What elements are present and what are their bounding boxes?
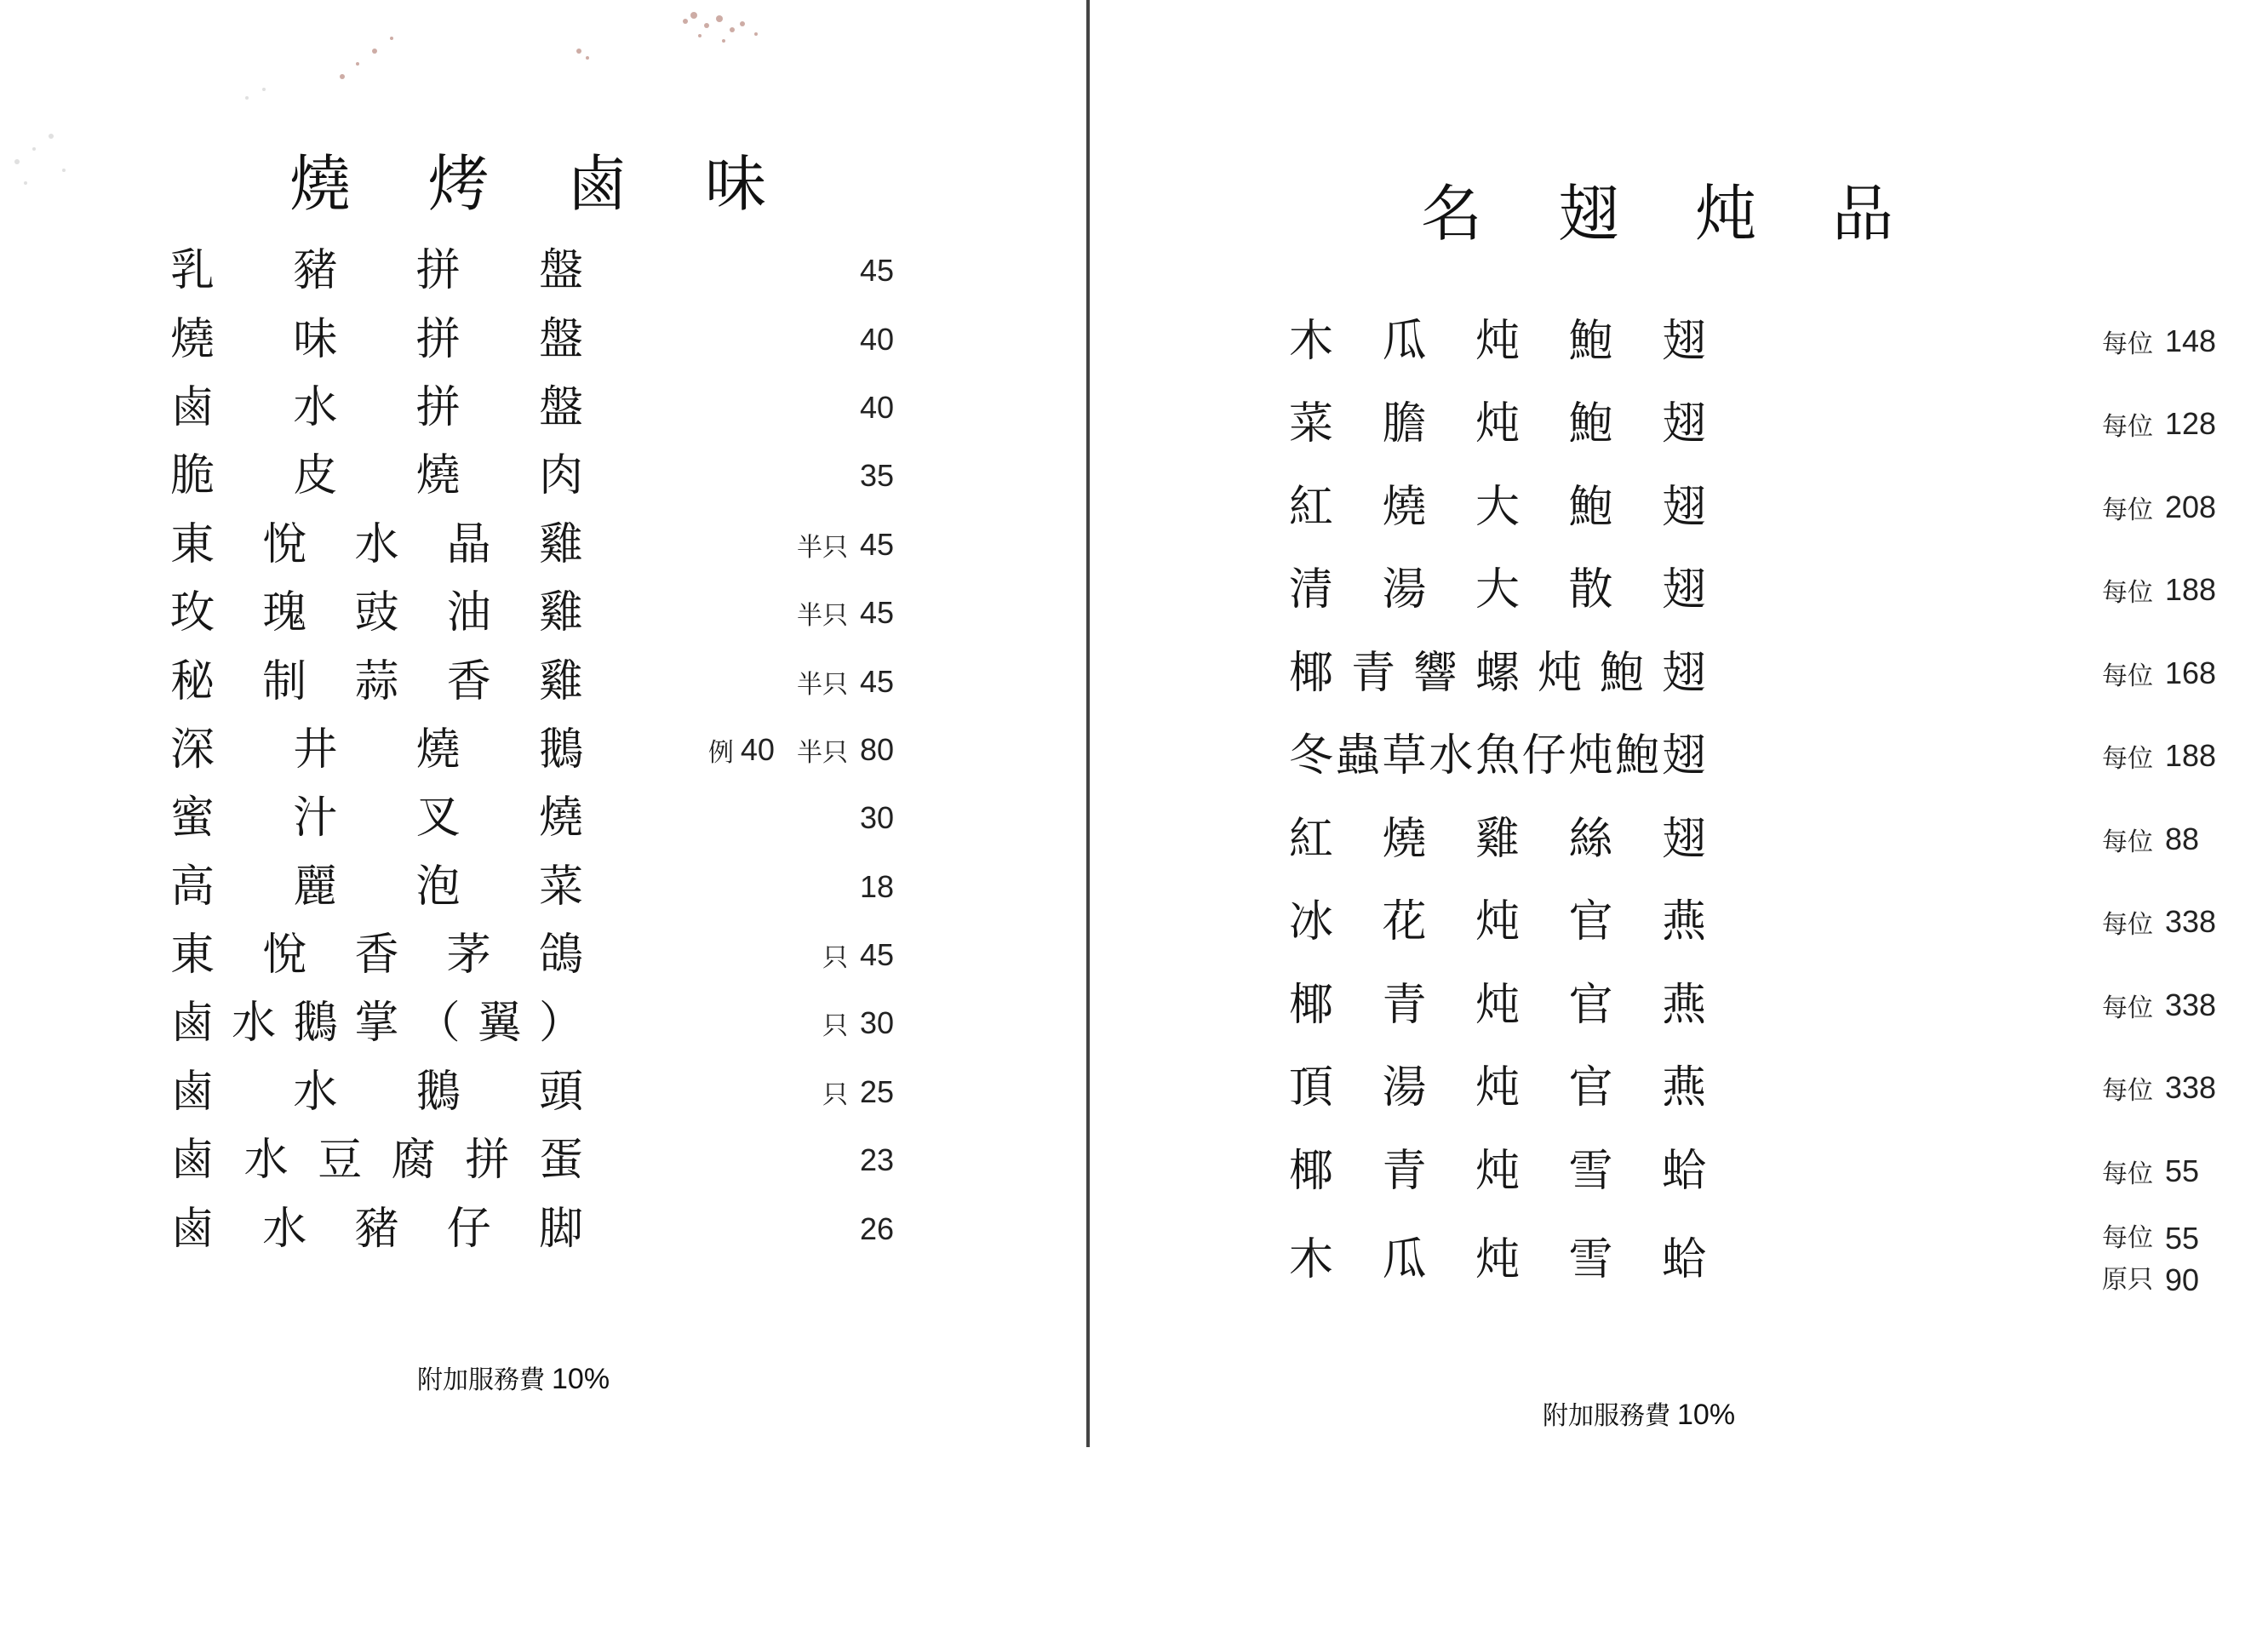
dish-name: [1289, 647, 1706, 699]
dish-name: [170, 861, 583, 913]
dish-name-char: 燒: [538, 793, 583, 844]
dish-name: [1289, 1145, 1706, 1197]
unit-label: 每位: [2102, 1076, 2153, 1107]
dish-name-char: 井: [293, 724, 338, 775]
dish-name-char: 高: [170, 861, 215, 913]
price-box: [2102, 1153, 2219, 1190]
dish-name-char: 鹵: [170, 1066, 215, 1118]
dish-name-char: 官: [1568, 1062, 1613, 1114]
dish-name-char: 燒: [170, 313, 215, 365]
dish-name-char: 雞: [1475, 813, 1520, 865]
dish-name-char: 鹵: [170, 1135, 215, 1187]
dish-name-char: 秘: [170, 655, 215, 707]
price-box: [860, 1142, 894, 1178]
right-page-title: [1421, 178, 1893, 249]
menu-item: [170, 716, 894, 784]
dish-name-char: 皮: [293, 450, 338, 502]
dish-name-char: 晶: [446, 518, 491, 570]
dish-name: [1289, 813, 1706, 865]
price-value: 40: [859, 389, 894, 425]
dish-name-char: 冬: [1289, 730, 1334, 782]
dish-name-char: 悅: [262, 518, 307, 570]
dish-name-char: 鵝: [293, 998, 338, 1050]
price-value: 168: [2165, 655, 2217, 690]
dish-name-char: 茅: [446, 930, 491, 981]
menu-item: [1289, 1047, 2268, 1130]
dish-name-char: ）: [538, 998, 583, 1050]
portion-label: 例: [707, 737, 734, 768]
dish-name-char: 炖: [1475, 315, 1520, 367]
dish-name-char: 拼: [415, 313, 461, 365]
dish-name-char: 鹵: [170, 1203, 215, 1255]
price-box: [860, 458, 894, 494]
dish-name-char: 官: [1568, 896, 1613, 948]
dish-name: [1289, 564, 1706, 616]
dish-name-char: 蛤: [1661, 1145, 1706, 1197]
menu-item: [1289, 383, 2268, 466]
dish-name-char: 翅: [1661, 481, 1706, 533]
dish-name-char: 仔: [1521, 730, 1566, 782]
dish-name-char: 翅: [1661, 398, 1706, 450]
price-box: [860, 800, 894, 836]
dish-name-char: 燒: [1382, 481, 1427, 533]
title-char: 鹵: [566, 148, 628, 220]
dish-name-char: 椰: [1289, 647, 1334, 699]
dish-name: [170, 724, 583, 775]
dish-name-char: 腐: [391, 1135, 436, 1187]
dish-name: [170, 245, 583, 297]
dish-name-char: 炖: [1537, 647, 1582, 699]
dish-name: [170, 587, 583, 639]
dish-name-char: 螺: [1475, 647, 1520, 699]
price-box: [2102, 405, 2219, 443]
dish-name-char: 花: [1382, 896, 1427, 948]
price-value: 148: [2165, 323, 2217, 358]
dish-name-char: 味: [293, 313, 338, 365]
price-value: 338: [2165, 1070, 2217, 1106]
dish-name-char: 水: [232, 998, 277, 1050]
dish-name-char: 燕: [1661, 1062, 1706, 1114]
dish-name: [1289, 398, 1706, 450]
price-value: 25: [859, 1073, 894, 1109]
price-value: 338: [2165, 904, 2217, 940]
dish-name-char: 冰: [1289, 896, 1334, 948]
dish-name-char: 鮑: [1568, 398, 1613, 450]
dish-name-char: 翅: [1661, 730, 1706, 782]
menu-item: [170, 921, 894, 989]
dish-name-char: 水: [354, 518, 399, 570]
price-box: [2102, 655, 2219, 692]
service-charge-label: 附加服務費: [1543, 1401, 1670, 1431]
dish-name-char: 燒: [415, 450, 461, 502]
price-box: [2102, 1218, 2219, 1301]
dish-name-char: 拼: [415, 381, 461, 433]
dish-name-char: 盤: [538, 245, 583, 297]
menu-item: [170, 647, 894, 715]
menu-item: [1289, 964, 2268, 1047]
price-box: [797, 663, 894, 701]
dish-name-char: 麗: [293, 861, 338, 913]
price-box: [2102, 323, 2219, 360]
price-box: [822, 936, 894, 974]
price-line: [2102, 1218, 2219, 1260]
menu-item: [170, 237, 894, 305]
menu-item: [1289, 300, 2268, 383]
dish-name-char: （: [415, 998, 461, 1050]
dish-name-char: 蛤: [1661, 1233, 1706, 1285]
dish-name: [1289, 315, 1706, 367]
dish-name-char: 香: [354, 930, 399, 981]
price-value: 18: [859, 868, 894, 904]
dish-name-char: 深: [170, 724, 215, 775]
price-stack: [2102, 1218, 2219, 1301]
dish-name-char: 泡: [415, 861, 461, 913]
menu-item: [1289, 632, 2268, 715]
portion-price: [708, 731, 775, 769]
dish-name-char: 鮑: [1615, 730, 1660, 782]
unit-label: 半只: [796, 601, 848, 632]
price-box: [2102, 821, 2219, 858]
price-box: [797, 526, 894, 564]
price-box: [797, 594, 894, 632]
unit-label: 每位: [2102, 1222, 2153, 1253]
title-char: 味: [704, 148, 766, 220]
dish-name-char: 瓜: [1382, 315, 1427, 367]
price-value: 30: [859, 1005, 894, 1041]
dish-name-char: 燕: [1661, 896, 1706, 948]
price-box: [860, 322, 894, 358]
unit-label: 只: [822, 1079, 848, 1110]
unit-label: 每位: [2102, 412, 2153, 443]
dish-name: [170, 655, 583, 707]
menu-item: [170, 1058, 894, 1126]
dish-name-char: 豆: [318, 1135, 363, 1187]
unit-label: 每位: [2102, 744, 2153, 775]
price-value: 188: [2165, 572, 2217, 608]
dish-name-char: 水: [293, 381, 338, 433]
dish-name-char: 水: [293, 1066, 338, 1118]
dish-name: [1289, 896, 1706, 948]
dish-name: [170, 1066, 583, 1118]
menu-item: [170, 511, 894, 579]
dish-name-char: 盤: [538, 381, 583, 433]
dish-name-char: 東: [170, 930, 215, 981]
dish-name-char: 翅: [1661, 564, 1706, 616]
menu-item: [1289, 1213, 2268, 1307]
dish-name-char: 青: [1350, 647, 1395, 699]
dish-name-char: 雪: [1568, 1145, 1613, 1197]
dish-name-char: 雪: [1568, 1233, 1613, 1285]
price-value: 88: [2165, 821, 2200, 856]
dish-name-char: 炖: [1475, 896, 1520, 948]
dish-name-char: 燒: [415, 724, 461, 775]
price-value: 26: [859, 1210, 894, 1246]
menu-item: [170, 374, 894, 442]
menu-item: [170, 1194, 894, 1262]
dish-name-char: 鮑: [1568, 315, 1613, 367]
left-menu-page: [0, 0, 1088, 1631]
title-char: 名: [1421, 178, 1483, 249]
price-value: 90: [2165, 1262, 2200, 1297]
dish-name-char: 紅: [1289, 813, 1334, 865]
dish-name-char: 雞: [538, 587, 583, 639]
dish-name-char: 翅: [1661, 813, 1706, 865]
dish-name-char: 蒜: [354, 655, 399, 707]
dish-name-char: 大: [1475, 481, 1520, 533]
dish-name-char: 鴿: [538, 930, 583, 981]
price-box: [860, 390, 894, 426]
price-box: [2102, 571, 2219, 609]
dish-name-char: 鹵: [170, 998, 215, 1050]
price-value: 23: [859, 1142, 894, 1178]
dish-name-char: 雞: [538, 518, 583, 570]
dish-name-char: 水: [262, 1203, 307, 1255]
dish-name-char: 翅: [1661, 315, 1706, 367]
dish-name-char: 脚: [538, 1203, 583, 1255]
price-box: [822, 1004, 894, 1042]
dish-name-char: 油: [446, 587, 491, 639]
dish-name-char: 頂: [1289, 1062, 1334, 1114]
price-box: [860, 1211, 894, 1247]
dish-name-char: 絲: [1568, 813, 1613, 865]
dish-name-char: 炖: [1475, 1145, 1520, 1197]
dish-name-char: 炖: [1568, 730, 1613, 782]
dish-name-char: 膽: [1382, 398, 1427, 450]
price-box: [2102, 489, 2219, 526]
unit-label: 每位: [2102, 827, 2153, 857]
dish-name-char: 掌: [354, 998, 399, 1050]
dish-name-char: 豬: [354, 1203, 399, 1255]
dish-name-char: 菜: [538, 861, 583, 913]
dish-name-char: 玫: [170, 587, 215, 639]
menu-item: [170, 579, 894, 647]
dish-name-char: 清: [1289, 564, 1334, 616]
dish-name: [1289, 730, 1706, 782]
unit-label: 每位: [2102, 910, 2153, 941]
dish-name-char: 水: [243, 1135, 289, 1187]
price-value: 55: [2165, 1153, 2200, 1188]
dish-name-char: 椰: [1289, 979, 1334, 1031]
title-char: 翅: [1557, 178, 1619, 249]
dish-name-char: 鵝: [538, 724, 583, 775]
unit-label: 每位: [2102, 1159, 2153, 1189]
unit-label: 半只: [796, 737, 848, 768]
dish-name: [1289, 1233, 1706, 1285]
dish-name-char: 東: [170, 518, 215, 570]
menu-item: [170, 1126, 894, 1194]
dish-name-char: 汁: [293, 793, 338, 844]
dish-name-char: 蛋: [538, 1135, 583, 1187]
price-box: [2102, 1069, 2219, 1107]
dish-name-char: 鮑: [1568, 481, 1613, 533]
dish-name: [1289, 1062, 1706, 1114]
unit-label: 每位: [2102, 578, 2153, 609]
dish-name-char: 雞: [538, 655, 583, 707]
price-value: 45: [859, 937, 894, 973]
dish-name: [170, 450, 583, 502]
dish-name-char: 青: [1382, 1145, 1427, 1197]
unit-label: 只: [822, 1011, 848, 1042]
price-value: 35: [859, 458, 894, 494]
price-value: 208: [2165, 489, 2217, 524]
dish-name-char: 翼: [477, 998, 522, 1050]
dish-name-char: 木: [1289, 1233, 1334, 1285]
dish-name-char: 菜: [1289, 398, 1334, 450]
price-line: [2102, 1260, 2219, 1302]
dish-name-char: 香: [446, 655, 491, 707]
unit-label: 每位: [2102, 993, 2153, 1023]
dish-name-char: 仔: [446, 1203, 491, 1255]
title-char: 品: [1831, 178, 1893, 249]
price-box: [708, 731, 894, 769]
dish-name-char: 制: [262, 655, 307, 707]
unit-label: 只: [822, 943, 848, 974]
unit-label: 每位: [2102, 495, 2153, 525]
dish-name-char: 豬: [293, 245, 338, 297]
portion-value: 40: [740, 731, 775, 767]
dish-name: [170, 998, 583, 1050]
unit-label: 每位: [2102, 661, 2153, 691]
dish-name-char: 蜜: [170, 793, 215, 844]
dish-name-char: 湯: [1382, 564, 1427, 616]
dish-name-char: 椰: [1289, 1145, 1334, 1197]
dish-name-char: 拼: [465, 1135, 510, 1187]
dish-name-char: 燕: [1661, 979, 1706, 1031]
page-fold-line: [1086, 0, 1090, 1447]
dish-name-char: 鹵: [170, 381, 215, 433]
price-box: [860, 869, 894, 905]
dish-name-char: 燒: [1382, 813, 1427, 865]
title-char: 烤: [427, 148, 490, 220]
dish-name-char: 散: [1568, 564, 1613, 616]
dish-name-char: 水: [1429, 730, 1474, 782]
dish-name-char: 炖: [1475, 1233, 1520, 1285]
menu-item: [170, 853, 894, 921]
dish-name-char: 紅: [1289, 481, 1334, 533]
price-box: [2102, 903, 2219, 941]
menu-item: [1289, 466, 2268, 549]
price-value: 188: [2165, 738, 2217, 774]
price-value: 80: [859, 731, 894, 767]
price-value: 338: [2165, 987, 2217, 1022]
right-menu-page: [1091, 0, 2217, 1631]
dish-name-char: 脆: [170, 450, 215, 502]
price-box: [860, 253, 894, 289]
price-value: 40: [859, 321, 894, 357]
dish-name-char: 肉: [538, 450, 583, 502]
menu-item: [170, 442, 894, 510]
service-charge-percent: 10%: [1677, 1399, 1736, 1431]
left-menu-list: [170, 237, 894, 1263]
price-value: 45: [859, 595, 894, 631]
left-page-title: [289, 148, 766, 220]
dish-name: [170, 930, 583, 981]
dish-name-char: 悅: [262, 930, 307, 981]
service-charge-label: 附加服務費: [417, 1365, 545, 1395]
price-box: [2102, 987, 2219, 1024]
unit-label: 每位: [2102, 329, 2153, 359]
dish-name-char: 翅: [1661, 647, 1706, 699]
dish-name-char: 鮑: [1599, 647, 1644, 699]
dish-name: [1289, 481, 1706, 533]
price-value: 45: [859, 663, 894, 699]
menu-item: [1289, 1130, 2268, 1213]
unit-label: 半只: [796, 669, 848, 700]
dish-name: [170, 1135, 583, 1187]
dish-name-char: 鵝: [415, 1066, 461, 1118]
right-service-charge-note: [1543, 1394, 1735, 1432]
menu-item: [1289, 881, 2268, 964]
menu-item: [170, 989, 894, 1057]
dish-name-char: 青: [1382, 979, 1427, 1031]
title-char: 炖: [1694, 178, 1756, 249]
unit-label: 原只: [2102, 1264, 2153, 1295]
dish-name: [170, 518, 583, 570]
price-value: 55: [2165, 1220, 2200, 1256]
dish-name-char: 頭: [538, 1066, 583, 1118]
dish-name-char: 炖: [1475, 979, 1520, 1031]
dish-name-char: 官: [1568, 979, 1613, 1031]
dish-name-char: 瑰: [262, 587, 307, 639]
dish-name-char: 蟲: [1335, 730, 1380, 782]
dish-name-char: 大: [1475, 564, 1520, 616]
dish-name-char: 炖: [1475, 398, 1520, 450]
menu-item: [170, 305, 894, 373]
dish-name-char: 拼: [415, 245, 461, 297]
service-charge-percent: 10%: [552, 1363, 610, 1395]
menu-item: [1289, 715, 2268, 798]
price-box: [822, 1073, 894, 1111]
menu-item: [170, 784, 894, 852]
dish-name: [170, 793, 583, 844]
dish-name-char: 瓜: [1382, 1233, 1427, 1285]
dish-name-char: 豉: [354, 587, 399, 639]
dish-name-char: 木: [1289, 315, 1334, 367]
dish-name: [170, 381, 583, 433]
left-service-charge-note: [417, 1359, 610, 1396]
price-value: 128: [2165, 406, 2217, 442]
right-menu-list: [1289, 300, 2268, 1307]
dish-name-char: 草: [1382, 730, 1427, 782]
menu-item: [1289, 798, 2268, 881]
dish-name: [170, 313, 583, 365]
dish-name-char: 叉: [415, 793, 461, 844]
price-value: 45: [859, 526, 894, 562]
dish-name: [170, 1203, 583, 1255]
dish-name-char: 魚: [1475, 730, 1520, 782]
title-char: 燒: [289, 148, 352, 220]
price-value: 30: [859, 800, 894, 836]
dish-name-char: 炖: [1475, 1062, 1520, 1114]
dish-name-char: 響: [1412, 647, 1458, 699]
price-value: 45: [859, 253, 894, 289]
unit-label: 半只: [796, 532, 848, 563]
dish-name: [1289, 979, 1706, 1031]
menu-item: [1289, 549, 2268, 632]
dish-name-char: 盤: [538, 313, 583, 365]
dish-name-char: 湯: [1382, 1062, 1427, 1114]
dish-name-char: 乳: [170, 245, 215, 297]
price-box: [2102, 737, 2219, 775]
